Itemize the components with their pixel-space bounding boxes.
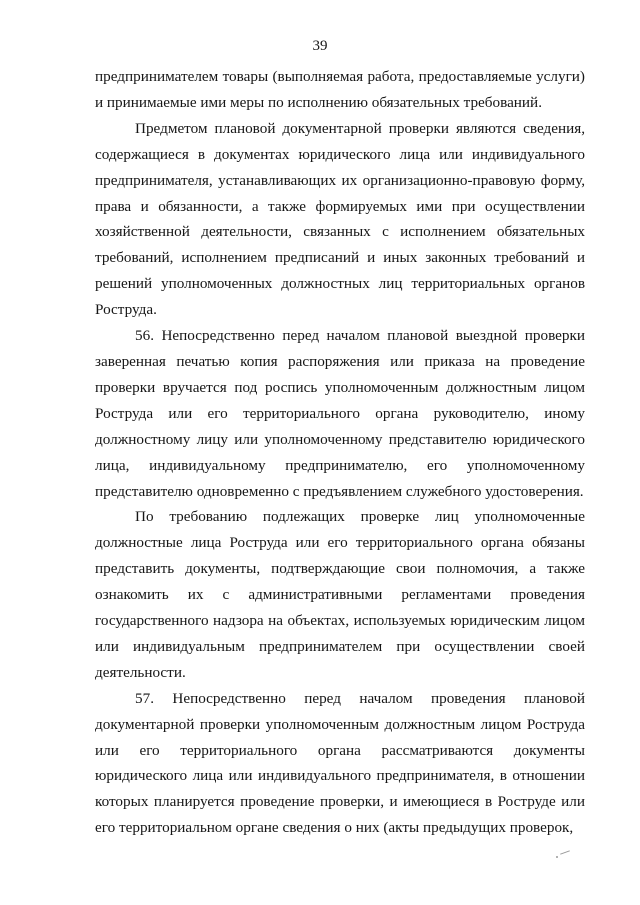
scan-mark (560, 850, 570, 854)
paragraph-56: 56. Непосредственно перед началом плановой выездной проверки заверенная печатью копия распоряжения или приказа на проведение проверки вручается под роспись уполномоченным должностным лицом Роструда или его территориального органа руководителю, иному должностному лицу или уполномоченному представителю юридического лица, индивидуальному предпринимателю, его уполномоченному представителю одновременно с предъявлением служебного удостоверения. (95, 327, 585, 500)
paragraph-continuation: предпринимателем товары (выполняемая работа, предоставляемые услуги) и принимаемые ими меры по исполнению обязательных требований. (95, 68, 585, 111)
paragraph-subject-of-inspection: Предметом плановой документарной проверки являются сведения, содержащиеся в документах юридического лица или индивидуального предпринимателя, устанавливающих их организационно-правовую форму, права и обязанности, а также формируемых ими при осуществлении хозяйственной деятельности, связанных с исполнением обязательных требований, исполнением предписаний и иных законных требований и решений уполномоченных должностных лиц территориальных органов Роструда. (95, 119, 585, 319)
scan-dot (556, 856, 558, 858)
paragraph-officials-obliged: По требованию подлежащих проверке лиц уполномоченные должностные лица Роструда или его территориального органа обязаны представить документы, подтверждающие свои полномочия, а также ознакомить их с административными регламентами проведения государственного надзора на объектах, используемых юридическим лицом или индивидуальным предпринимателем при осуществлении своей деятельности. (95, 508, 585, 681)
page-number: 39 (312, 38, 328, 54)
paragraph-57: 57. Непосредственно перед началом проведения плановой документарной проверки уполномоченным должностным лицом Роструда или его территориального органа рассматриваются документы юридического лица или индивидуального предпринимателя, в отношении которых планируется проведение проверки, и имеющиеся в Роструде или его территориальном органе сведения о них (акты предыдущих проверок, (95, 689, 585, 837)
document-body (95, 64, 585, 841)
